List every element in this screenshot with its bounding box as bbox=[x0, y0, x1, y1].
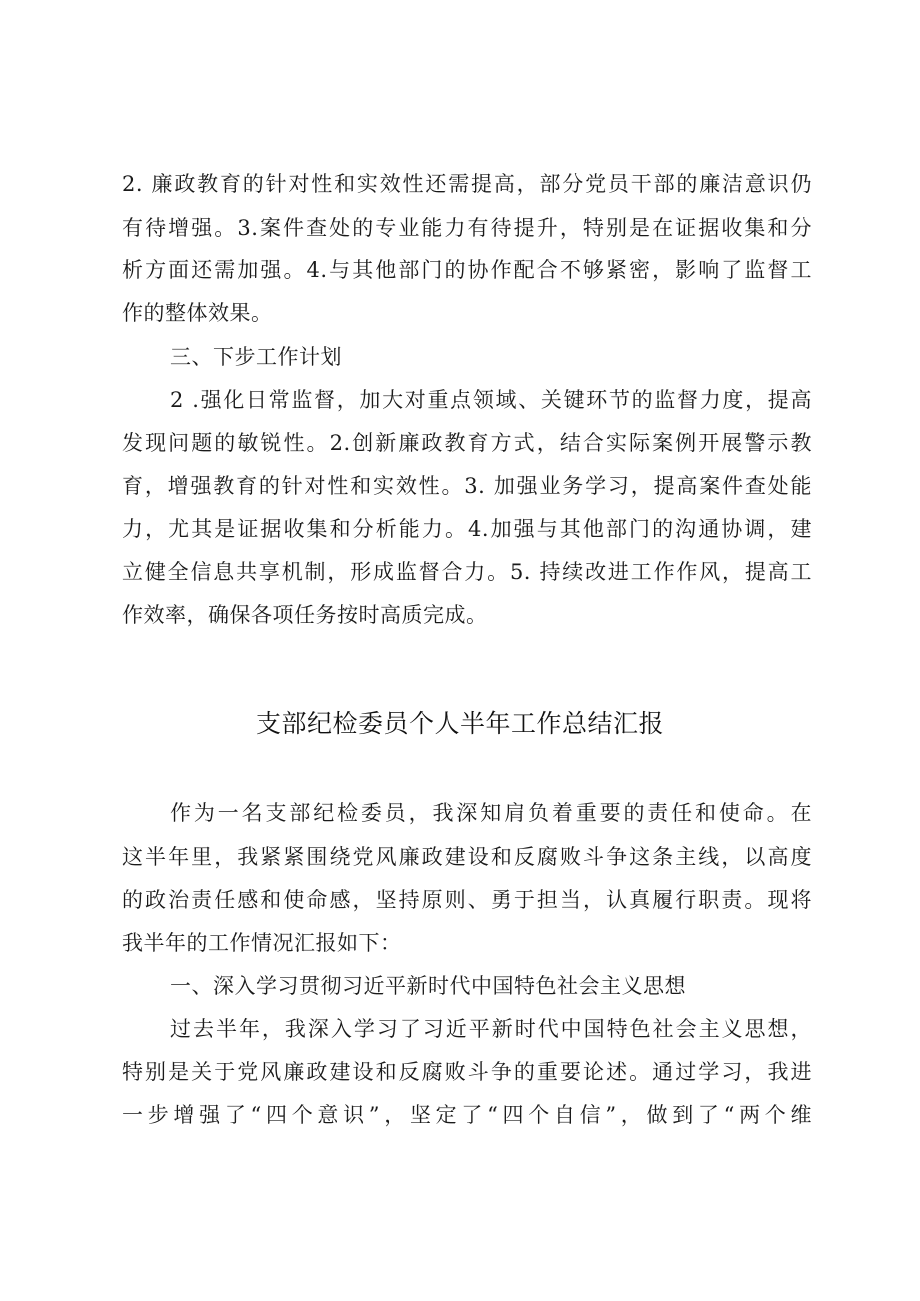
section-heading: 一、深入学习贯彻习近平新时代中国特色社会主义思想 bbox=[170, 974, 686, 998]
paragraph-line: 2 .强化日常监督，加大对重点领域、关键环节的监督力度，提高 bbox=[170, 388, 812, 412]
paragraph-line: 一步增强了“四个意识”，坚定了“四个自信”，做到了“两个维 bbox=[122, 1103, 812, 1127]
paragraph-line: 特别是关于党风廉政建设和反腐败斗争的重要论述。通过学习，我进 bbox=[122, 1060, 812, 1084]
paragraph-line: 育，增强教育的针对性和实效性。3. 加强业务学习，提高案件查处能 bbox=[122, 474, 812, 498]
paragraph-line: 立健全信息共享机制，形成监督合力。5. 持续改进工作作风，提高工 bbox=[122, 560, 812, 584]
paragraph-line: 作为一名支部纪检委员，我深知肩负着重要的责任和使命。在 bbox=[170, 801, 812, 825]
paragraph-line: 这半年里，我紧紧围绕党风廉政建设和反腐败斗争这条主线，以高度 bbox=[122, 845, 812, 869]
paragraph-line: 我半年的工作情况汇报如下： bbox=[122, 931, 402, 955]
paragraph-line: 作的整体效果。 bbox=[122, 301, 273, 325]
article-title: 支部纪检委员个人半年工作总结汇报 bbox=[255, 709, 664, 738]
paragraph-line: 发现问题的敏锐性。2.创新廉政教育方式，结合实际案例开展警示教 bbox=[122, 431, 812, 455]
section-heading: 三、下步工作计划 bbox=[170, 345, 342, 369]
paragraph-line: 过去半年，我深入学习了习近平新时代中国特色社会主义思想， bbox=[170, 1017, 812, 1041]
paragraph-line: 析方面还需加强。4.与其他部门的协作配合不够紧密，影响了监督工 bbox=[122, 258, 812, 282]
paragraph-line: 力，尤其是证据收集和分析能力。4.加强与其他部门的沟通协调，建 bbox=[122, 517, 812, 541]
paragraph-line: 有待增强。3.案件查处的专业能力有待提升，特别是在证据收集和分 bbox=[122, 216, 812, 240]
paragraph-line: 作效率，确保各项任务按时高质完成。 bbox=[122, 603, 488, 627]
paragraph-line: 2. 廉政教育的针对性和实效性还需提高，部分党员干部的廉洁意识仍 bbox=[122, 172, 812, 196]
paragraph-line: 的政治责任感和使命感，坚持原则、勇于担当，认真履行职责。现将 bbox=[122, 888, 812, 912]
